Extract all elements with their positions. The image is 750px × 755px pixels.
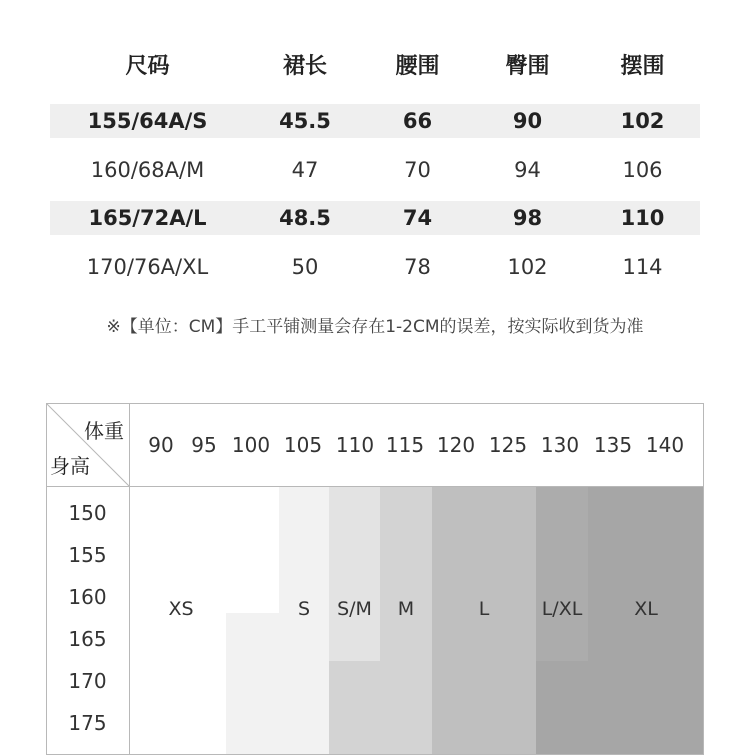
- weight-label: 130: [540, 433, 580, 457]
- cell-hem: 110: [620, 206, 665, 230]
- weight-label: 105: [283, 433, 323, 457]
- weight-label: 120: [436, 433, 476, 457]
- height-label: 160: [68, 585, 107, 609]
- header-skirt-length: 裙长: [282, 54, 327, 79]
- cell-waist: 70: [404, 158, 431, 182]
- cell-skirt-length: 45.5: [279, 109, 331, 133]
- height-label: 170: [68, 669, 107, 693]
- table-row: [50, 201, 700, 235]
- header-waist: 腰围: [395, 54, 440, 79]
- weight-label: 90: [148, 433, 174, 457]
- measurement-note: ※【单位：CM】手工平铺测量会存在1-2CM的误差，按实际收到货为准: [106, 317, 644, 337]
- weight-label: 115: [385, 433, 425, 457]
- zone-label-xs: XS: [168, 598, 194, 620]
- size-table-header: [50, 50, 700, 84]
- weight-label: 95: [191, 433, 217, 457]
- zone-label-s: S: [297, 598, 311, 620]
- cell-size: 170/76A/XL: [86, 255, 209, 279]
- zone-label-xl: XL: [634, 598, 658, 620]
- weight-label: 135: [593, 433, 633, 457]
- height-label: 155: [68, 543, 107, 567]
- weight-label: 125: [488, 433, 528, 457]
- cell-hem: 102: [620, 109, 665, 133]
- height-label: 165: [68, 627, 107, 651]
- cell-hip: 102: [507, 255, 548, 279]
- height-label: 175: [68, 711, 107, 735]
- cell-size: 155/64A/S: [87, 109, 208, 133]
- cell-skirt-length: 50: [291, 255, 319, 279]
- weight-label: 110: [335, 433, 375, 457]
- cell-waist: 74: [402, 206, 433, 230]
- header-hip: 臀围: [505, 54, 550, 79]
- cell-skirt-length: 47: [291, 158, 319, 182]
- cell-skirt-length: 48.5: [279, 206, 331, 230]
- zone-label-l: L: [478, 598, 490, 620]
- weight-label: 140: [645, 433, 685, 457]
- header-hem: 摆围: [620, 54, 665, 79]
- zone-label-m: M: [397, 598, 415, 620]
- cell-waist: 66: [402, 109, 433, 133]
- cell-waist: 78: [404, 255, 431, 279]
- zone-label-s-m: S/M: [337, 598, 372, 620]
- table-row: [50, 104, 700, 138]
- cell-hip: 94: [514, 158, 541, 182]
- corner-height-label: 身高: [50, 454, 90, 478]
- table-row: [50, 153, 700, 187]
- cell-hem: 106: [622, 158, 663, 182]
- header-size: 尺码: [125, 54, 170, 79]
- cell-hip: 98: [512, 206, 543, 230]
- zone-label-l-xl: L/XL: [541, 598, 583, 620]
- cell-size: 160/68A/M: [90, 158, 205, 182]
- table-row: [50, 250, 700, 284]
- header-divider: [46, 486, 704, 487]
- cell-size: 165/72A/L: [88, 206, 207, 230]
- size-recommendation-chart: [46, 403, 704, 755]
- weight-label: 100: [231, 433, 271, 457]
- cell-hem: 114: [622, 255, 663, 279]
- height-label: 150: [68, 501, 107, 525]
- corner-weight-label: 体重: [84, 419, 124, 443]
- cell-hip: 90: [512, 109, 543, 133]
